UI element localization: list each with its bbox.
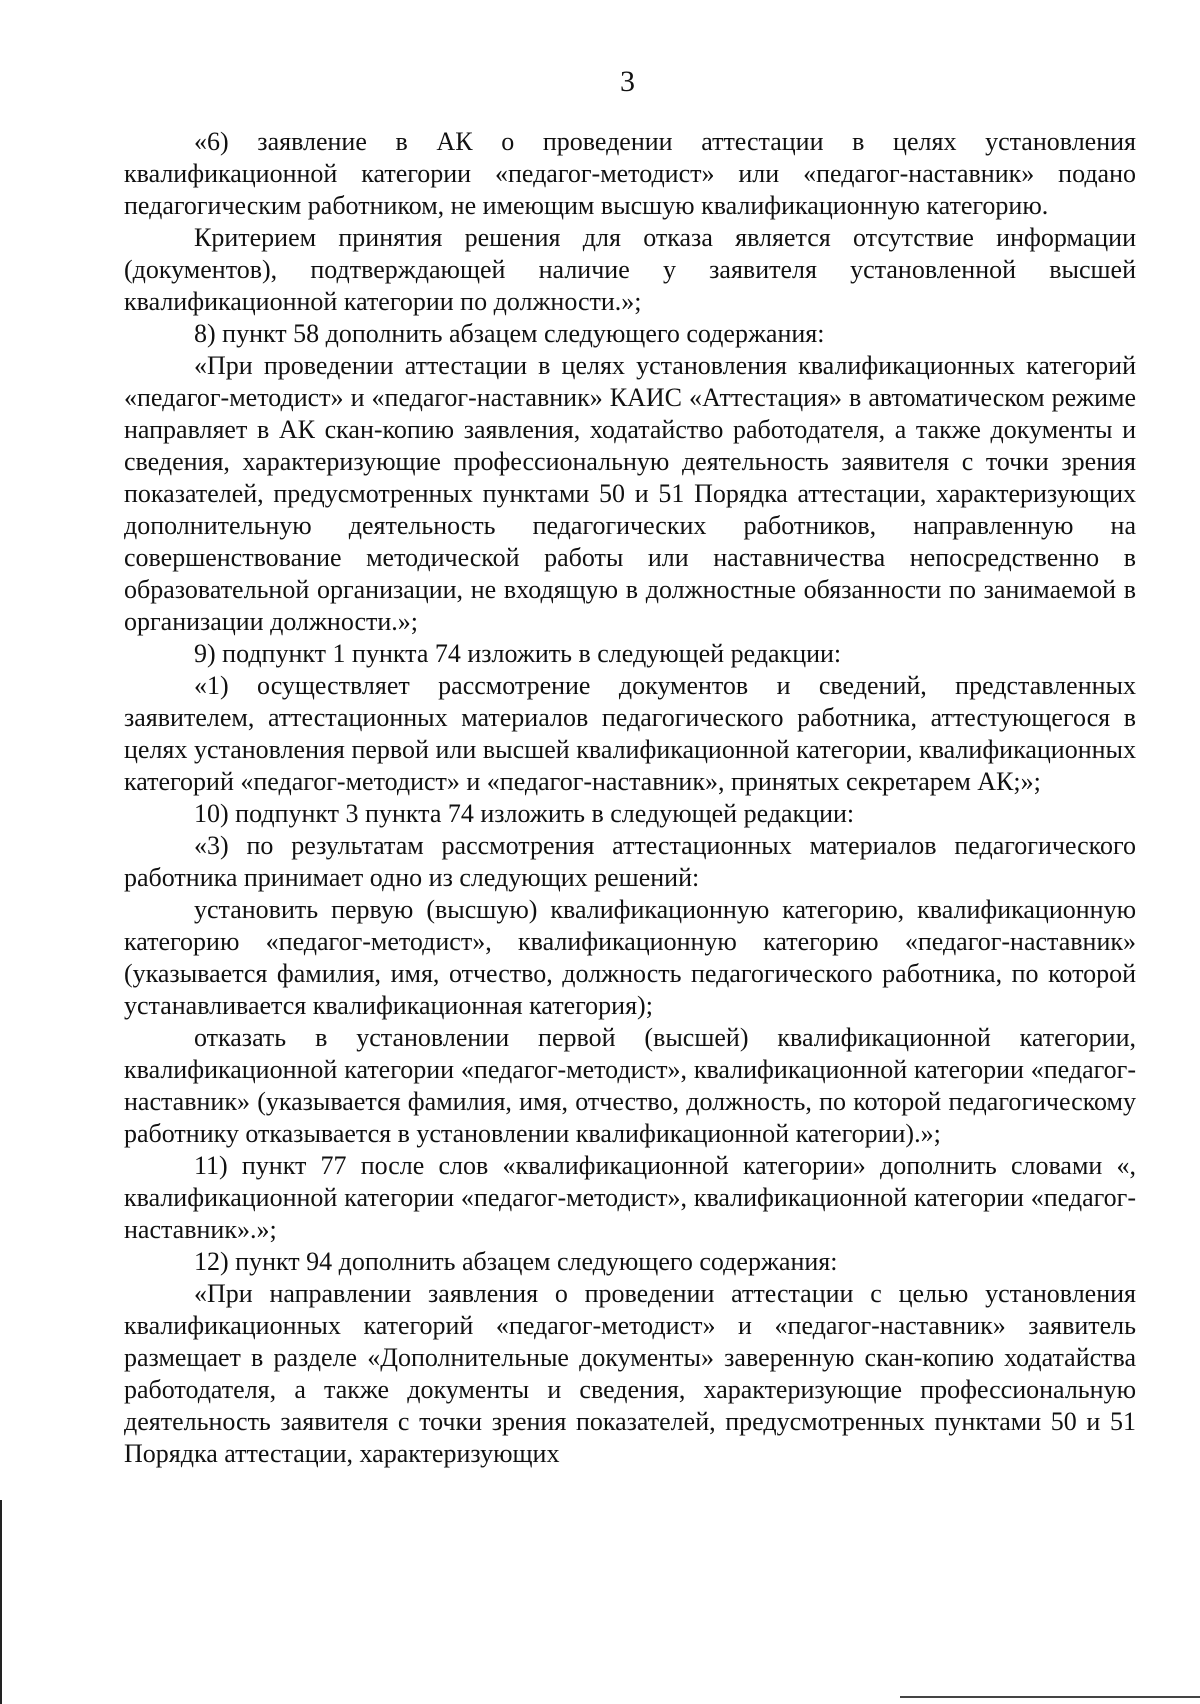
paragraph-decision-establish: установить первую (высшую) квалификационную категорию, квалификационную категорию «педагог-методист», квалификационную категорию «педагог-наставник» (указывается фамилия, имя, отчество, должность педагогического работника, по которой устанавливается квалификационная категория); [124, 895, 1136, 1020]
paragraph-amendment-8: 8) пункт 58 дополнить абзацем следующего содержания: [194, 319, 825, 348]
paragraph-amendment-10: 10) подпункт 3 пункта 74 изложить в следующей редакции: [194, 799, 855, 828]
paragraph-amendment-10-text: «3) по результатам рассмотрения аттестационных материалов педагогического работника принимает одно из следующих решений: [124, 831, 1136, 892]
paragraph-amendment-8-text: «При проведении аттестации в целях установления квалификационных категорий «педагог-методист» и «педагог-наставник» КАИС «Аттестация» в автоматическом режиме направляет в АК скан-копию заявления, ходатайство работодателя, а также документы и сведения, характеризующие профессиональную деятельность заявителя с точки зрения показателей, предусмотренных пунктами 50 и 51 Порядка аттестации, характеризующих дополнительную деятельность педагогических работников, направленную на совершенствование методической работы или наставничества непосредственно в образовательной организации, не входящую в должностные обязанности по занимаемой в организации должности.»; [124, 351, 1136, 636]
paragraph-amendment-9: 9) подпункт 1 пункта 74 изложить в следующей редакции: [194, 639, 842, 668]
paragraph-amendment-12: 12) пункт 94 дополнить абзацем следующего содержания: [194, 1247, 838, 1276]
paragraph-decision-refuse: отказать в установлении первой (высшей) квалификационной категории, квалификационной категории «педагог-методист», квалификационной категории «педагог-наставник» (указывается фамилия, имя, отчество, должность, по которой педагогическому работнику отказывается в установлении квалификационной категории).»; [124, 1023, 1136, 1148]
page-number: 3 [620, 65, 635, 98]
scan-edge-left [0, 1500, 2, 1704]
document-body [124, 126, 1136, 1470]
paragraph-amendment-11: 11) пункт 77 после слов «квалификационной категории» дополнить словами «, квалификационной категории «педагог-методист», квалификационной категории «педагог-наставник».»; [124, 1151, 1136, 1244]
paragraph-amendment-9-text: «1) осуществляет рассмотрение документов и сведений, представленных заявителем, аттестационных материалов педагогического работника, аттестующегося в целях установления первой или высшей квалификационной категории, квалификационных категорий «педагог-методист» и «педагог-наставник», принятых секретарем АК;»; [124, 671, 1136, 796]
paragraph-refusal-criterion: Критерием принятия решения для отказа является отсутствие информации (документов), подтверждающей наличие у заявителя установленной высшей квалификационной категории по должности.»; [124, 223, 1136, 316]
scan-edge-bottom [900, 1696, 1200, 1698]
paragraph-amendment-12-text: «При направлении заявления о проведении аттестации с целью установления квалификационных категорий «педагог-методист» и «педагог-наставник» заявитель размещает в разделе «Дополнительные документы» заверенную скан-копию ходатайства работодателя, а также документы и сведения, характеризующие профессиональную деятельность заявителя с точки зрения показателей, предусмотренных пунктами 50 и 51 Порядка аттестации, характеризующих [124, 1279, 1136, 1468]
paragraph-item-6: «6) заявление в АК о проведении аттестации в целях установления квалификационной категории «педагог-методист» или «педагог-наставник» подано педагогическим работником, не имеющим высшую квалификационную категорию. [124, 127, 1136, 220]
